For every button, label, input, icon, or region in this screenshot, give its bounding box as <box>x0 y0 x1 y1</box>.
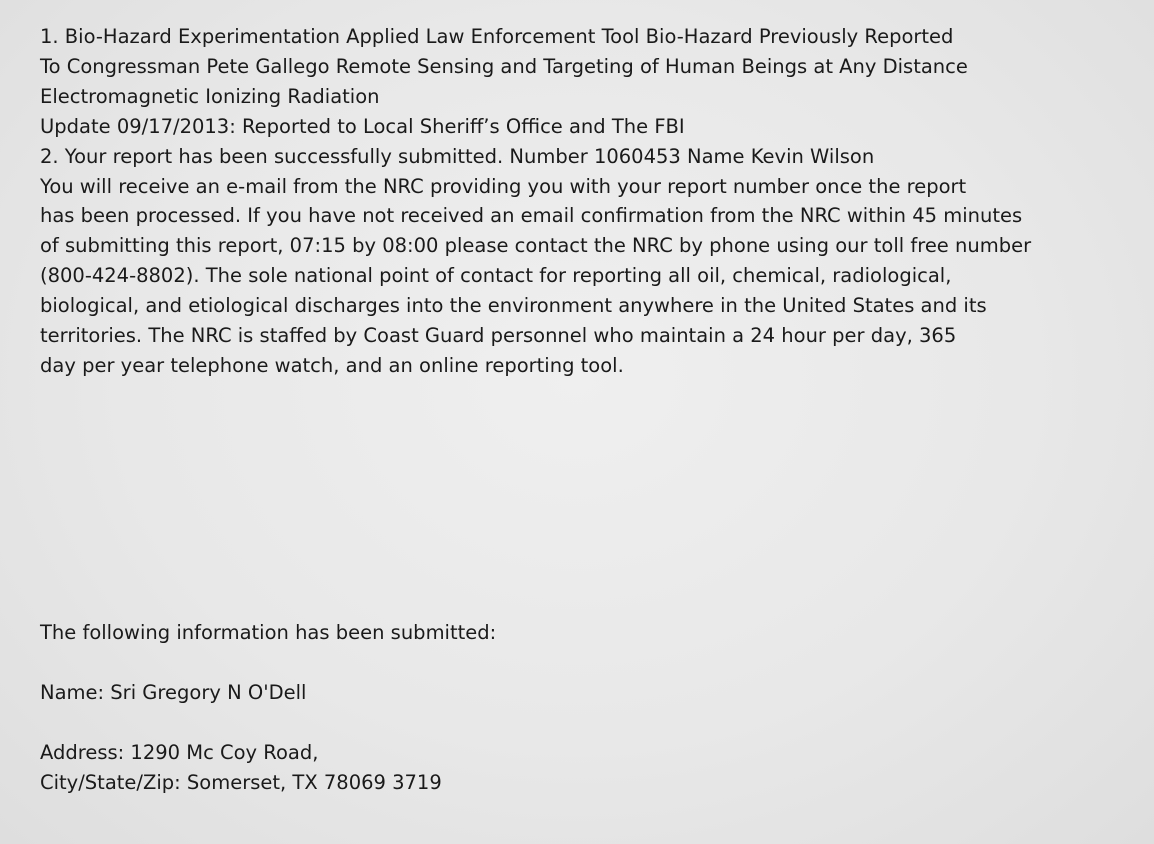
submitted-name: Name: Sri Gregory N O'Dell <box>40 680 307 704</box>
report-text-block <box>40 22 1130 381</box>
report-line: (800-424-8802). The sole national point of contact for reporting all oil, chemical, radiological, <box>40 264 952 288</box>
submitted-address: Address: 1290 Mc Coy Road, <box>40 740 319 764</box>
spacer <box>40 708 1040 738</box>
report-line: has been processed. If you have not received an email confirmation from the NRC within 45 minutes <box>40 204 1023 228</box>
report-line: You will receive an e-mail from the NRC providing you with your report number once the report <box>40 174 967 198</box>
report-line: biological, and etiological discharges into the environment anywhere in the United States and its <box>40 294 987 318</box>
report-line: 1. Bio-Hazard Experimentation Applied Law Enforcement Tool Bio-Hazard Previously Reported <box>40 25 954 48</box>
report-paragraph <box>40 22 1130 381</box>
report-line: day per year telephone watch, and an online reporting tool. <box>40 353 624 377</box>
report-line: Electromagnetic Ionizing Radiation <box>40 84 380 108</box>
report-line: of submitting this report, 07:15 by 08:00 please contact the NRC by phone using our toll free number <box>40 234 1032 258</box>
submitted-heading: The following information has been submitted: <box>40 621 497 644</box>
report-line: territories. The NRC is staffed by Coast Guard personnel who maintain a 24 hour per day, 365 <box>40 324 957 348</box>
spacer <box>40 648 1040 678</box>
report-line: To Congressman Pete Gallego Remote Sensing and Targeting of Human Beings at Any Distance <box>40 54 968 78</box>
submitted-info-block <box>40 618 1040 797</box>
report-line: 2. Your report has been successfully submitted. Number 1060453 Name Kevin Wilson <box>40 144 875 168</box>
report-line: Update 09/17/2013: Reported to Local Sheriff’s Office and The FBI <box>40 114 685 138</box>
submitted-city-state-zip: City/State/Zip: Somerset, TX 78069 3719 <box>40 770 442 794</box>
